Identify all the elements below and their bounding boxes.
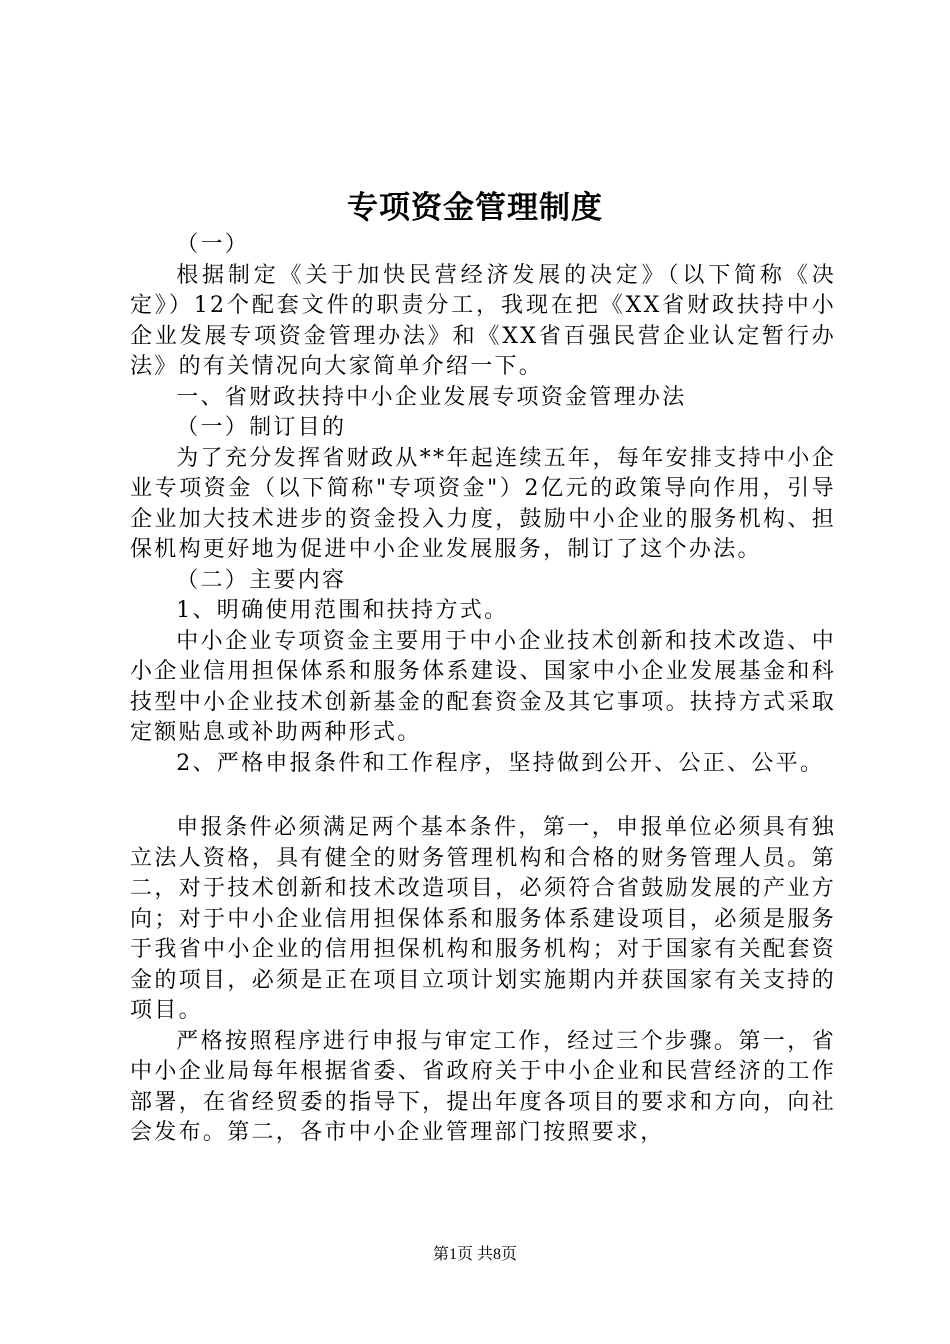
document-title: 专项资金管理制度: [347, 190, 603, 226]
scope-paragraph: 中小企业专项资金主要用于中小企业技术创新和技术改造、中小企业信用担保体系和服务体系建设、国家中小企业发展基金和科技型中小企业技术创新基金的配套资金及其它事项。扶持方式采取定额贴息或补助两种形式。: [130, 628, 836, 745]
subsection-heading: （二）主要内容: [176, 567, 347, 593]
purpose-paragraph: 为了充分发挥省财政从**年起连续五年，每年安排支持中小企业专项资金（以下简称"专项资金"）2亿元的政策导向作用，引导企业加大技术进步的资金投入力度，鼓励中小企业的服务机构、担保机构更好地为促进中小企业发展服务，制订了这个办法。: [130, 445, 836, 562]
section-heading: 一、省财政扶持中小企业发展专项资金管理办法: [176, 384, 687, 410]
document-body: [130, 230, 836, 1149]
conditions-paragraph: 申报条件必须满足两个基本条件，第一，申报单位必须具有独立法人资格，具有健全的财务管理机构和合格的财务管理人员。第二，对于技术创新和技术改造项目，必须符合省鼓励发展的产业方向；对于中小企业信用担保体系和服务体系建设项目，必须是服务于我省中小企业的信用担保机构和服务机构；对于国家有关配套资金的项目，必须是正在项目立项计划实施期内并获国家有关支持的项目。: [130, 815, 836, 1023]
subsection-heading: （一）制订目的: [176, 415, 347, 440]
item-heading: 1、明确使用范围和扶持方式。: [176, 598, 509, 623]
procedure-paragraph: 严格按照程序进行申报与审定工作，经过三个步骤。第一，省中小企业局每年根据省委、省政府关于中小企业和民营经济的工作部署，在省经贸委的指导下，提出年度各项目的要求和方向，向社会发布。第二，各市中小企业管理部门按照要求，: [130, 1028, 836, 1145]
page-number: 第1页 共8页: [432, 1246, 517, 1263]
item-heading: 2、严格申报条件和工作程序，坚持做到公开、公正、公平。: [176, 750, 825, 776]
intro-paragraph: 根据制定《关于加快民营经济发展的决定》（以下简称《决定》）12个配套文件的职责分工，我现在把《XX省财政扶持中小企业发展专项资金管理办法》和《XX省百强民营企业认定暂行办法》的有关情况向大家简单介绍一下。: [130, 262, 836, 379]
section-marker: （一）: [176, 232, 250, 257]
